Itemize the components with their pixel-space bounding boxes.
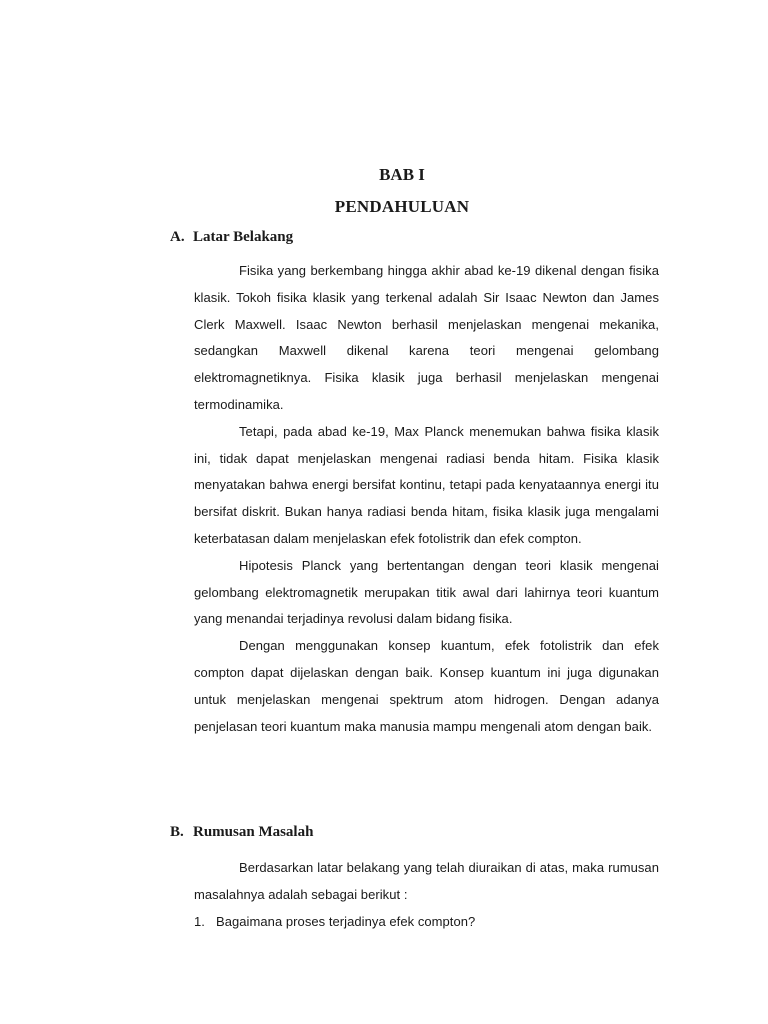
section-letter: B. — [170, 824, 184, 840]
paragraph: Fisika yang berkembang hingga akhir abad ke-19 dikenal dengan fisika klasik. Tokoh fisika klasik yang terkenal adalah Sir Isaac Newton dan James Clerk Maxwell. Isaac Newton berhasil menjelaskan mengenai mekanika, sedangkan Maxwell dikenal karena teori mengenai gelombang elektromagnetiknya. Fisika klasik juga berhasil menjelaskan mengenai termodinamika. — [194, 263, 659, 412]
paragraph: Berdasarkan latar belakang yang telah diuraikan di atas, maka rumusan masalahnya adalah sebagai berikut : — [194, 860, 659, 902]
list-item — [194, 909, 659, 936]
section-letter: A. — [170, 229, 185, 245]
chapter-title: PENDAHULUAN — [334, 197, 470, 216]
paragraph: Dengan menggunakan konsep kuantum, efek fotolistrik dan efek compton dapat dijelaskan dengan baik. Konsep kuantum ini juga digunakan untuk menjelaskan mengenai spektrum atom hidrogen. Dengan adanya penjelasan teori kuantum maka manusia mampu mengenali atom dengan baik. — [194, 638, 659, 734]
paragraph: Hipotesis Planck yang bertentangan dengan teori klasik mengenai gelombang elektromagnetik merupakan titik awal dari lahirnya teori kuantum yang menandai terjadinya revolusi dalam bidang fisika. — [194, 557, 659, 627]
section-heading-latar-belakang — [170, 228, 293, 246]
section-body-latar-belakang — [194, 258, 659, 740]
section-title: Latar Belakang — [193, 229, 294, 245]
list-item-text: Bagaimana proses terjadinya efek compton? — [216, 913, 476, 929]
section-body-rumusan-masalah — [194, 855, 659, 935]
chapter-number: BAB I — [379, 165, 425, 184]
list-item-number: 1. — [194, 913, 205, 929]
section-title: Rumusan Masalah — [193, 824, 314, 840]
paragraph: Tetapi, pada abad ke-19, Max Planck menemukan bahwa fisika klasik ini, tidak dapat menjelaskan mengenai radiasi benda hitam. Fisika klasik menyatakan bahwa energi bersifat kontinu, tetapi pada kenyataannya energi itu bersifat diskrit. Bukan hanya radiasi benda hitam, fisika klasik juga mengalami keterbatasan dalam menjelaskan efek fotolistrik dan efek compton. — [194, 423, 659, 546]
section-heading-rumusan-masalah — [170, 823, 313, 841]
